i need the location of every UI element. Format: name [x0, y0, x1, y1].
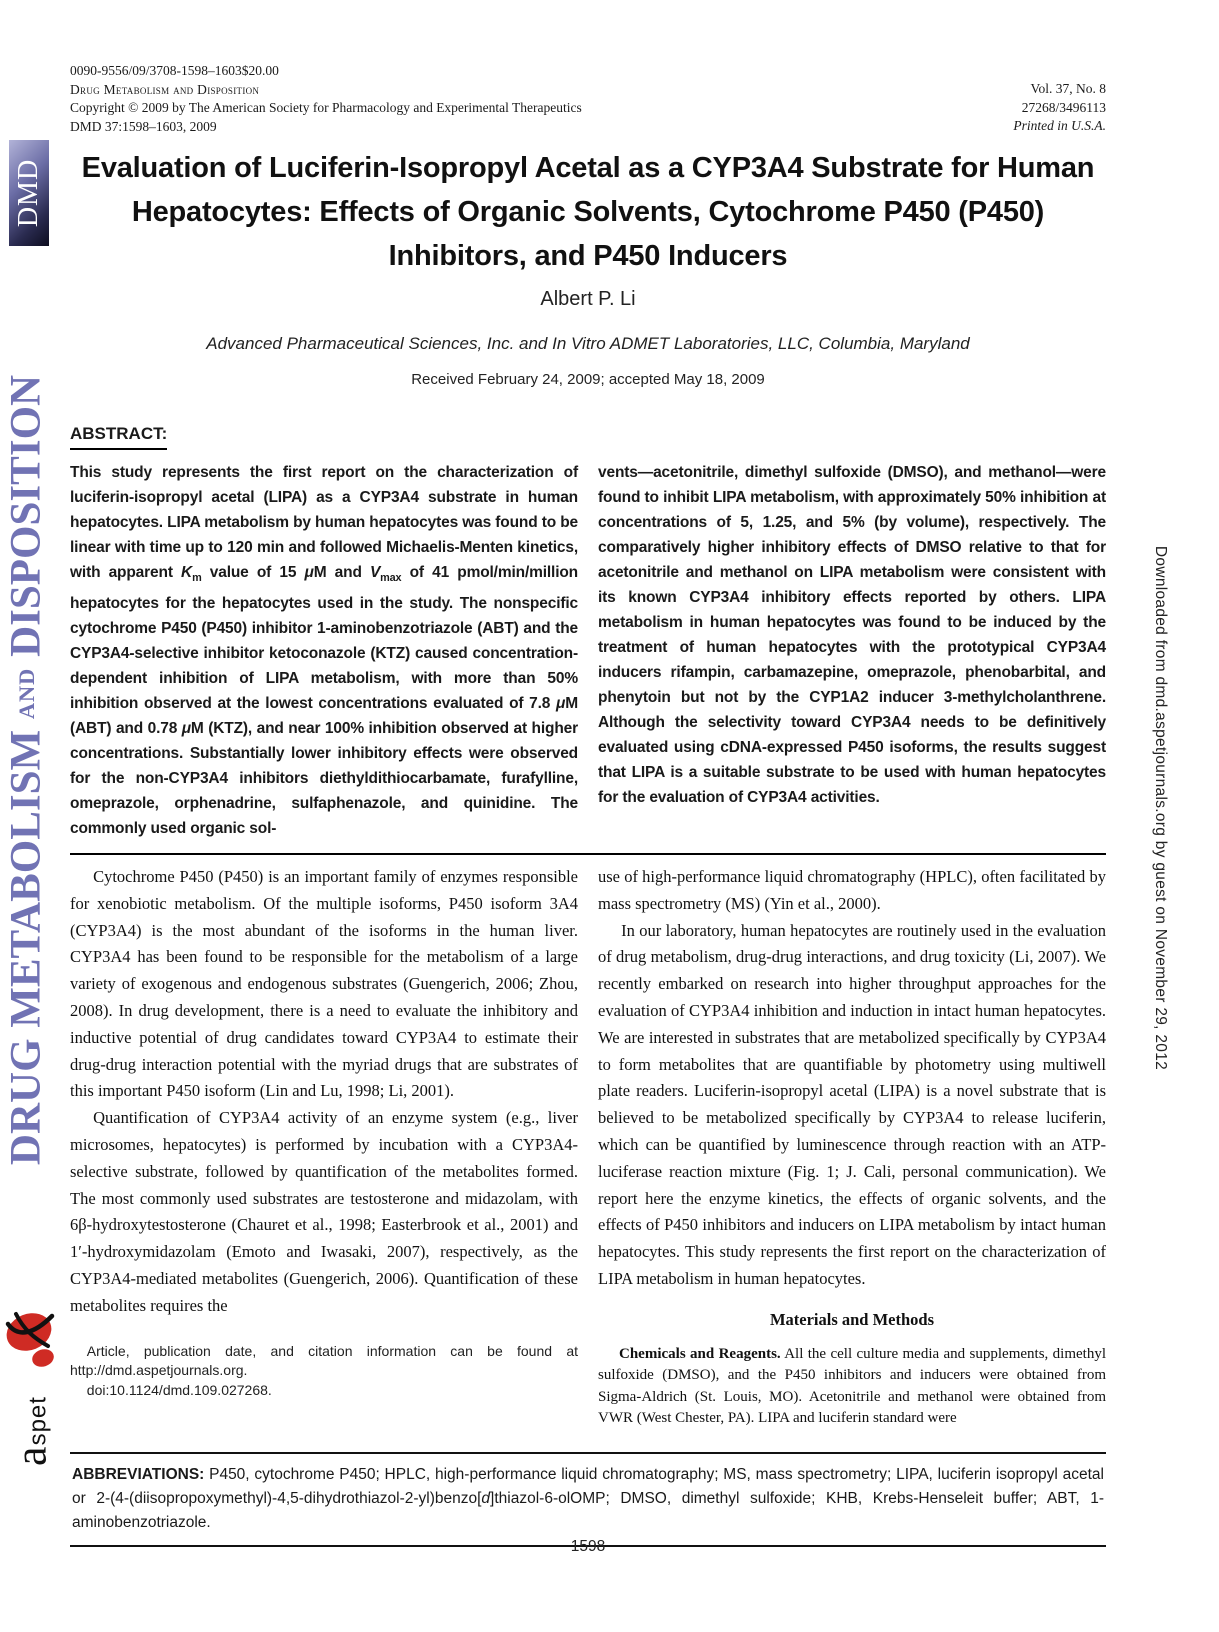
methods-heading: Materials and Methods: [769, 1309, 935, 1329]
abbreviations-block: ABBREVIATIONS: P450, cytochrome P450; HPLC, high-performance liquid chromatography; MS, mass spectrometry; LIPA, luciferin isopropyl acetal or 2-(4-(diisopropoxymethyl)-4,5-dihydrothiazol-2-yl)benzo[d]thiazol-6-olOMP; DMSO, dimethyl sulfoxide; KHB, Krebs-Henseleit buffer; ABT, 1-aminobenzotriazole.: [70, 1454, 1106, 1547]
header-citation-line: DMD 37:1598–1603, 2009: [70, 118, 217, 134]
journal-vertical-title: [0, 280, 52, 1260]
journal-vertical-part2: DISPOSITION: [2, 374, 50, 668]
header-copyright-line: Copyright © 2009 by The American Society for Pharmacology and Experimental Therapeutics: [70, 100, 582, 115]
page-number: 1598: [570, 1538, 606, 1555]
aspet-logo-text: [2, 1370, 60, 1492]
affiliation: Advanced Pharmaceutical Sciences, Inc. and In Vitro ADMET Laboratories, LLC, Columbia, Maryland: [206, 334, 970, 353]
dmd-journal-logo: [9, 140, 49, 246]
journal-vertical-and: AND: [13, 667, 39, 720]
intro-paragraph-2: Quantification of CYP3A4 activity of an enzyme system (e.g., liver microsomes, hepatocytes) is performed by incubation with a CYP3A4-selective substrate, followed by quantification of the metabolites formed. The most commonly used substrates are testosterone and midazolam, with 6β-hydroxytestosterone (Chauret et al., 1998; Easterbrook et al., 2001) and 1′-hydroxymidazolam (Emoto and Iwasaki, 2007), respectively, as the CYP3A4-mediated metabolites (Guengerich, 2006). Quantification of these metabolites requires the: [70, 1108, 578, 1315]
paper-header: [70, 62, 1106, 136]
aspet-logo: [2, 1308, 60, 1493]
journal-vertical-part1: DRUG METABOLISM: [2, 719, 50, 1166]
header-id-line: 27268/3496113: [1021, 99, 1106, 115]
body-paragraph-right-2: In our laboratory, human hepatocytes are routinely used in the evaluation of drug metabolism, drug-drug interactions, and drug toxicity (Li, 2007). We recently embarked on research into higher throughput approaches for the evaluation of CYP3A4 inhibition and induction in intact human hepatocytes. We are interested in substrates that are metabolized specifically by CYP3A4 to form metabolites that are quantifiable by photometry using multiwell plate readers. Luciferin-isopropyl acetal (LIPA) is a novel substrate that is believed to be metabolized specifically by CYP3A4 to release luciferin, which can be quantified by luminescence through reaction with an ATP-luciferase reaction mixture (Fig. 1; J. Cali, personal communication). We report here the enzyme kinetics, the effects of organic solvents, and the effects of P450 inhibitors and inducers on LIPA metabolism by intact human hepatocytes. This study represents the first report on the characterization of LIPA metabolism in human hepatocytes.: [598, 920, 1106, 1288]
header-volume-line: Vol. 37, No. 8: [1030, 81, 1106, 96]
body-column-right: [598, 864, 1106, 1430]
header-issn-line: 0090-9556/09/3708-1598–1603$20.00: [70, 63, 279, 78]
author-name: Albert P. Li: [540, 288, 636, 310]
footnote-article-info: Article, publication date, and citation information can be found at http://dmd.aspetjournals.org.: [70, 1342, 578, 1379]
download-watermark: [1142, 508, 1178, 1108]
methods-section: [598, 1344, 1106, 1430]
intro-paragraph-1: Cytochrome P450 (P450) is an important family of enzymes responsible for xenobiotic metabolism. Of the multiple isoforms, P450 isoform 3A4 (CYP3A4) is the most abundant of the isoforms in the human liver. CYP3A4 has been found to be responsible for the metabolism of a large variety of exogenous and endogenous substrates (Guengerich, 2006; Zhou, 2008). In drug development, there is a need to evaluate the inhibitory and inductive potential of drug candidates toward CYP3A4 to estimate their drug-drug interaction potential with the myriad drugs that are substrates of this important P450 isoform (Lin and Lu, 1998; Li, 2001).: [70, 867, 578, 1101]
abstract-label: ABSTRACT:: [70, 424, 167, 450]
received-dates: Received February 24, 2009; accepted May 18, 2009: [411, 371, 765, 388]
abstract-column-right: vents—acetonitrile, dimethyl sulfoxide (DMSO), and methanol—were found to inhibit LIPA metabolism, with approximately 50% inhibition at concentrations of 5, 1.25, and 5% (by volume), respectively. The comparatively higher inhibitory effects of DMSO relative to that for acetonitrile and methanol on LIPA metabolism were consistent with its known CYP3A4 inhibitory effects reported by others. LIPA metabolism in human hepatocytes was found to be induced by the treatment of human hepatocytes with the prototypical CYP3A4 inducers rifampin, carbamazepine, omeprazole, phenobarbital, and phenytoin but not by the CYP1A2 inducer 3-methylcholanthrene. Although the selectivity toward CYP3A4 needs to be definitively evaluated using cDNA-expressed P450 isoforms, the results suggest that LIPA is a suitable substrate to be used with human hepatocytes for the evaluation of CYP3A4 activities.: [598, 464, 1106, 806]
footnote-block: [70, 1342, 578, 1401]
aspet-text-rest: spet: [24, 1396, 52, 1446]
dmd-logo-text: DMD: [13, 158, 44, 228]
methods-paragraph: Chemicals and Reagents. All the cell culture media and supplements, dimethyl sulfoxide (DMSO), and the P450 inhibitors and inducers were obtained from Sigma-Aldrich (St. Louis, MO). Acetonitrile and methanol were obtained from VWR (West Chester, PA). LIPA and luciferin standard were: [598, 1345, 1106, 1427]
abstract-column-left: This study represents the first report on the characterization of luciferin-isopropyl acetal (LIPA) as a CYP3A4 substrate in human hepatocytes. LIPA metabolism by human hepatocytes was found to be linear with time up to 120 min and followed Michaelis-Menten kinetics, with apparent $K_m$ value of 15 μM and $V_{max}$ of 41 pmol/min/million hepatocytes for the hepatocytes used in the study. The nonspecific cytochrome P450 (P450) inhibitor 1-aminobenzotriazole (ABT) and the CYP3A4-selective inhibitor ketoconazole (KTZ) caused concentration-dependent inhibition of LIPA metabolism, with more than 50% inhibition observed at the lowest concentrations evaluated of 7.8 μM (ABT) and 0.78 μM (KTZ), and near 100% inhibition observed at higher concentrations. Substantially lower inhibitory effects were observed for the non-CYP3A4 inhibitors diethyldithiocarbamate, furafylline, omeprazole, orphenadrine, sulfaphenazole, and quinidine. The commonly used organic sol-: [70, 464, 578, 838]
header-right-block: [1013, 80, 1106, 136]
header-journal-name: Drug Metabolism and Disposition: [70, 81, 260, 97]
aspet-logo-mark: [4, 1308, 58, 1370]
footer-block: [70, 1452, 1106, 1547]
abstract-body-divider: [70, 853, 1106, 855]
footnote-doi: doi:10.1124/dmd.109.027268.: [86, 1381, 272, 1398]
body-column-left: [70, 864, 578, 1400]
body-paragraph-right-1: use of high-performance liquid chromatography (HPLC), often facilitated by mass spectrometry (MS) (Yin et al., 2000).: [598, 867, 1106, 913]
download-watermark-text: Downloaded from dmd.aspetjournals.org by guest on November 29, 2012: [1152, 545, 1169, 1071]
paper-title: Evaluation of Luciferin-Isopropyl Acetal as a CYP3A4 Substrate for Human Hepatocytes: Effects of Organic Solvents, Cytochrome P450 (P450) Inhibitors, and P450 Inducers: [81, 152, 1095, 272]
aspet-text-a: a: [6, 1445, 56, 1466]
header-printed-line: Printed in U.S.A.: [1013, 118, 1106, 133]
